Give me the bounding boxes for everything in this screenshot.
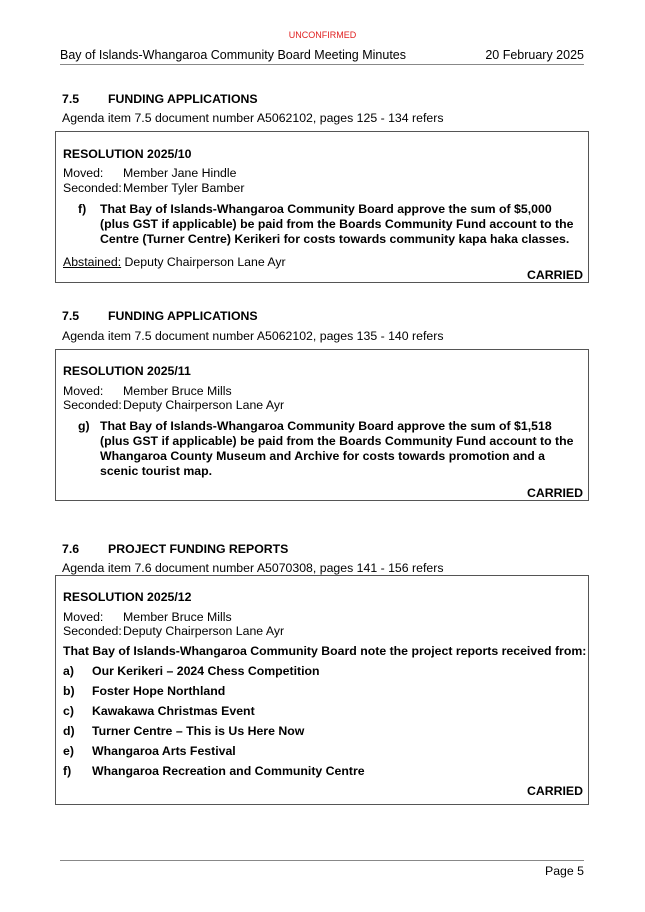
item-text: Turner Centre – This is Us Here Now: [92, 724, 305, 738]
unconfirmed-watermark: UNCONFIRMED: [288, 30, 357, 40]
footer-divider: [60, 860, 584, 861]
item-letter: d): [63, 724, 75, 738]
carried-status: CARRIED: [526, 784, 583, 798]
section-number: 7.5: [62, 309, 80, 323]
item-text: Whangaroa Arts Festival: [92, 744, 236, 758]
resolution-box: [55, 131, 589, 283]
carried-status: CARRIED: [526, 268, 583, 282]
item-text: Whangaroa Recreation and Community Centre: [92, 764, 365, 778]
agenda-reference: Agenda item 7.5 document number A5062102, pages 125 - 134 refers: [62, 111, 444, 125]
item-text: That Bay of Islands-Whangaroa Community Board approve the sum of $5,000 (plus GST if applicable) be paid from the Boards Community Fund account to the Centre (Turner Centre) Kerikeri for costs towards community kapa haka classes.: [100, 202, 574, 246]
item-text: Kawakawa Christmas Event: [92, 704, 255, 718]
agenda-reference: Agenda item 7.5 document number A5062102, pages 135 - 140 refers: [62, 329, 444, 343]
item-text: Our Kerikeri – 2024 Chess Competition: [92, 664, 320, 678]
item-letter: g): [78, 419, 90, 433]
report-list-item: [63, 764, 365, 778]
moved-by: Member Bruce Mills: [123, 610, 232, 624]
resolution-title: RESOLUTION 2025/11: [63, 364, 191, 378]
seconded-label: Seconded:: [63, 181, 122, 195]
item-letter: a): [63, 664, 74, 678]
report-list-item: [63, 684, 225, 698]
report-list-item: [63, 744, 236, 758]
resolution-item: [78, 419, 583, 479]
page-number: Page 5: [545, 864, 584, 878]
item-letter: f): [78, 202, 87, 216]
report-list-item: [63, 664, 320, 678]
resolution-title: RESOLUTION 2025/12: [63, 590, 192, 604]
section-heading: [62, 92, 258, 106]
seconded-line: [63, 624, 284, 639]
seconded-by: Deputy Chairperson Lane Ayr: [123, 624, 285, 638]
carried-status: CARRIED: [526, 486, 583, 500]
section-title: PROJECT FUNDING REPORTS: [108, 542, 289, 556]
seconded-label: Seconded:: [63, 398, 122, 412]
resolution-box: [55, 349, 589, 501]
seconded-line: [63, 181, 244, 196]
item-letter: e): [63, 744, 74, 758]
abstained-member: Deputy Chairperson Lane Ayr: [121, 255, 286, 269]
resolution-box: [55, 575, 589, 805]
item-letter: c): [63, 704, 74, 718]
section-heading: [62, 542, 288, 556]
section-title: FUNDING APPLICATIONS: [108, 309, 258, 323]
resolution-item: [78, 202, 578, 247]
report-list-item: [63, 724, 304, 738]
abstained-line: [63, 255, 286, 269]
item-letter: f): [63, 764, 72, 778]
item-text: That Bay of Islands-Whangaroa Community Board approve the sum of $1,518 (plus GST if applicable) be paid from the Boards Community Fund account to the Whangaroa County Museum and Archive for costs towards promotion and a scenic tourist map.: [100, 419, 574, 478]
section-heading: [62, 309, 258, 323]
seconded-line: [63, 398, 284, 413]
moved-by: Member Bruce Mills: [123, 384, 232, 398]
moved-line: [63, 610, 232, 625]
document-title: Bay of Islands-Whangaroa Community Board Meeting Minutes: [60, 48, 406, 62]
moved-line: [63, 166, 236, 181]
seconded-label: Seconded:: [63, 624, 122, 638]
moved-label: Moved:: [63, 384, 104, 398]
seconded-by: Deputy Chairperson Lane Ayr: [123, 398, 285, 412]
report-list-item: [63, 704, 255, 718]
page-header: [60, 48, 584, 65]
moved-label: Moved:: [63, 166, 104, 180]
item-text: Foster Hope Northland: [92, 684, 226, 698]
section-number: 7.6: [62, 542, 80, 556]
section-title: FUNDING APPLICATIONS: [108, 92, 258, 106]
agenda-reference: Agenda item 7.6 document number A5070308, pages 141 - 156 refers: [62, 561, 444, 575]
section-number: 7.5: [62, 92, 80, 106]
moved-by: Member Jane Hindle: [123, 166, 237, 180]
resolution-intro: That Bay of Islands-Whangaroa Community Board note the project reports received from:: [63, 644, 587, 658]
item-letter: b): [63, 684, 75, 698]
abstained-label: Abstained:: [63, 255, 122, 269]
meeting-date: 20 February 2025: [485, 48, 584, 62]
resolution-title: RESOLUTION 2025/10: [63, 147, 192, 161]
seconded-by: Member Tyler Bamber: [123, 181, 245, 195]
moved-label: Moved:: [63, 610, 104, 624]
moved-line: [63, 384, 232, 399]
